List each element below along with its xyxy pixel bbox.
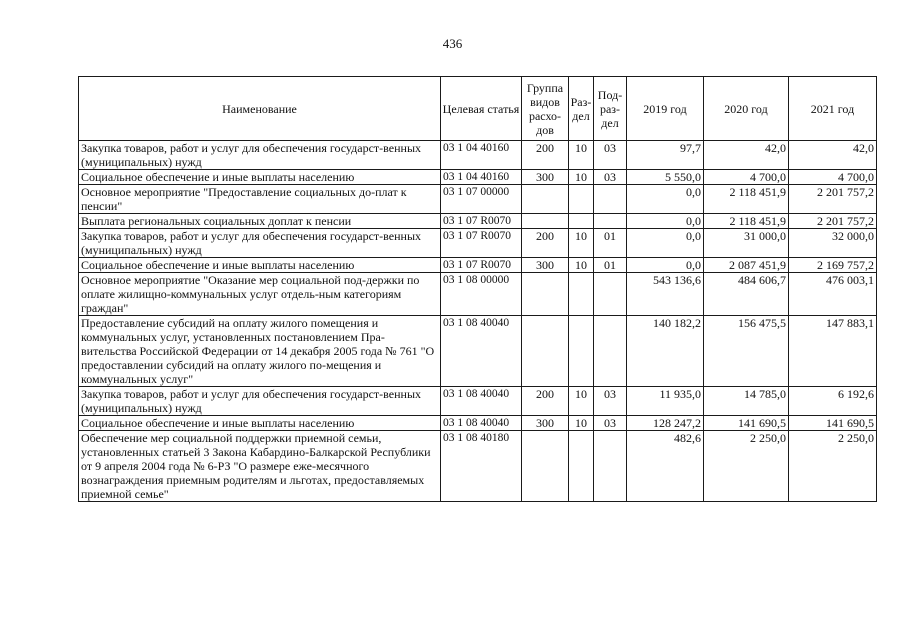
table-row <box>79 214 877 229</box>
table-row <box>79 431 877 502</box>
cell-amount-2019: 0,0 <box>627 258 704 273</box>
cell-subsection: 03 <box>594 170 627 185</box>
cell-amount-2019: 11 935,0 <box>627 387 704 416</box>
cell-subsection <box>594 431 627 502</box>
cell-section <box>569 185 594 214</box>
header-year-2019: 2019 год <box>627 77 704 141</box>
header-subsection: Под-раз-дел <box>594 77 627 141</box>
cell-amount-2020: 2 118 451,9 <box>704 214 789 229</box>
cell-name: Социальное обеспечение и иные выплаты населению <box>79 170 441 185</box>
cell-section <box>569 214 594 229</box>
cell-amount-2020: 2 250,0 <box>704 431 789 502</box>
header-row <box>79 77 877 141</box>
cell-name: Закупка товаров, работ и услуг для обеспечения государст-венных (муниципальных) нужд <box>79 229 441 258</box>
cell-expense-group <box>522 316 569 387</box>
cell-section: 10 <box>569 258 594 273</box>
cell-amount-2021: 2 201 757,2 <box>789 185 877 214</box>
cell-target-article: 03 1 04 40160 <box>441 141 522 170</box>
cell-amount-2020: 14 785,0 <box>704 387 789 416</box>
table-row <box>79 185 877 214</box>
cell-amount-2021: 147 883,1 <box>789 316 877 387</box>
cell-subsection <box>594 185 627 214</box>
cell-expense-group <box>522 214 569 229</box>
cell-name: Закупка товаров, работ и услуг для обеспечения государст-венных (муниципальных) нужд <box>79 141 441 170</box>
cell-amount-2019: 543 136,6 <box>627 273 704 316</box>
cell-section: 10 <box>569 141 594 170</box>
table-row <box>79 316 877 387</box>
cell-target-article: 03 1 07 R0070 <box>441 258 522 273</box>
cell-target-article: 03 1 07 R0070 <box>441 214 522 229</box>
table-row <box>79 229 877 258</box>
cell-target-article: 03 1 07 00000 <box>441 185 522 214</box>
cell-section: 10 <box>569 387 594 416</box>
cell-target-article: 03 1 08 40040 <box>441 416 522 431</box>
cell-section: 10 <box>569 170 594 185</box>
cell-section: 10 <box>569 229 594 258</box>
cell-amount-2019: 0,0 <box>627 229 704 258</box>
cell-amount-2021: 141 690,5 <box>789 416 877 431</box>
cell-amount-2019: 0,0 <box>627 185 704 214</box>
cell-amount-2021: 2 169 757,2 <box>789 258 877 273</box>
cell-amount-2019: 128 247,2 <box>627 416 704 431</box>
cell-amount-2019: 140 182,2 <box>627 316 704 387</box>
cell-subsection: 03 <box>594 387 627 416</box>
budget-table <box>78 76 877 502</box>
cell-expense-group: 200 <box>522 229 569 258</box>
cell-expense-group: 200 <box>522 387 569 416</box>
cell-amount-2020: 2 118 451,9 <box>704 185 789 214</box>
cell-amount-2019: 482,6 <box>627 431 704 502</box>
cell-target-article: 03 1 08 40180 <box>441 431 522 502</box>
cell-amount-2019: 97,7 <box>627 141 704 170</box>
cell-amount-2021: 2 201 757,2 <box>789 214 877 229</box>
cell-expense-group: 300 <box>522 170 569 185</box>
cell-amount-2021: 2 250,0 <box>789 431 877 502</box>
cell-amount-2021: 42,0 <box>789 141 877 170</box>
cell-amount-2019: 0,0 <box>627 214 704 229</box>
table-body <box>79 141 877 502</box>
header-section: Раз-дел <box>569 77 594 141</box>
cell-amount-2019: 5 550,0 <box>627 170 704 185</box>
cell-amount-2020: 141 690,5 <box>704 416 789 431</box>
cell-subsection: 03 <box>594 141 627 170</box>
table-row <box>79 258 877 273</box>
cell-target-article: 03 1 08 40040 <box>441 387 522 416</box>
cell-target-article: 03 1 08 00000 <box>441 273 522 316</box>
cell-target-article: 03 1 07 R0070 <box>441 229 522 258</box>
cell-expense-group <box>522 185 569 214</box>
header-year-2021: 2021 год <box>789 77 877 141</box>
cell-name: Социальное обеспечение и иные выплаты населению <box>79 416 441 431</box>
table-row <box>79 170 877 185</box>
table-row <box>79 273 877 316</box>
cell-target-article: 03 1 08 40040 <box>441 316 522 387</box>
cell-amount-2021: 4 700,0 <box>789 170 877 185</box>
cell-subsection <box>594 316 627 387</box>
header-expense-group: Группа видов расхо-дов <box>522 77 569 141</box>
header-target-article: Целевая статья <box>441 77 522 141</box>
header-year-2020: 2020 год <box>704 77 789 141</box>
cell-subsection: 03 <box>594 416 627 431</box>
cell-expense-group: 300 <box>522 416 569 431</box>
cell-section <box>569 431 594 502</box>
cell-name: Основное мероприятие "Предоставление социальных до-плат к пенсии" <box>79 185 441 214</box>
cell-amount-2020: 4 700,0 <box>704 170 789 185</box>
cell-target-article: 03 1 04 40160 <box>441 170 522 185</box>
table-row <box>79 387 877 416</box>
cell-amount-2020: 42,0 <box>704 141 789 170</box>
cell-section: 10 <box>569 416 594 431</box>
cell-name: Обеспечение мер социальной поддержки приемной семьи, установленных статьей 3 Закона Кабардино-Балкарской Республики от 9 апреля 2004 года № 6-РЗ "О размере еже-месячного вознаграждения приемным родителям и льготах, предоставляемых приемной семье" <box>79 431 441 502</box>
cell-subsection: 01 <box>594 258 627 273</box>
cell-name: Предоставление субсидий на оплату жилого помещения и коммунальных услуг, установленных постановлением Пра-вительства Российской Федерации от 14 декабря 2005 года № 761 "О предоставлении субсидий на оплату жилого по-мещения и коммунальных услуг" <box>79 316 441 387</box>
table-header <box>79 77 877 141</box>
cell-subsection <box>594 214 627 229</box>
page-number: 436 <box>442 36 463 51</box>
cell-amount-2020: 156 475,5 <box>704 316 789 387</box>
cell-expense-group <box>522 273 569 316</box>
table-row <box>79 416 877 431</box>
cell-expense-group: 200 <box>522 141 569 170</box>
cell-amount-2021: 476 003,1 <box>789 273 877 316</box>
cell-subsection: 01 <box>594 229 627 258</box>
cell-amount-2021: 6 192,6 <box>789 387 877 416</box>
cell-expense-group <box>522 431 569 502</box>
cell-expense-group: 300 <box>522 258 569 273</box>
cell-amount-2020: 31 000,0 <box>704 229 789 258</box>
table-row <box>79 141 877 170</box>
cell-name: Основное мероприятие "Оказание мер социальной под-держки по оплате жилищно-коммунальных услуг отдель-ным категориям граждан" <box>79 273 441 316</box>
cell-name: Социальное обеспечение и иные выплаты населению <box>79 258 441 273</box>
header-name: Наименование <box>79 77 441 141</box>
cell-amount-2020: 2 087 451,9 <box>704 258 789 273</box>
cell-name: Выплата региональных социальных доплат к пенсии <box>79 214 441 229</box>
cell-amount-2020: 484 606,7 <box>704 273 789 316</box>
cell-subsection <box>594 273 627 316</box>
cell-section <box>569 273 594 316</box>
cell-name: Закупка товаров, работ и услуг для обеспечения государст-венных (муниципальных) нужд <box>79 387 441 416</box>
cell-amount-2021: 32 000,0 <box>789 229 877 258</box>
cell-section <box>569 316 594 387</box>
